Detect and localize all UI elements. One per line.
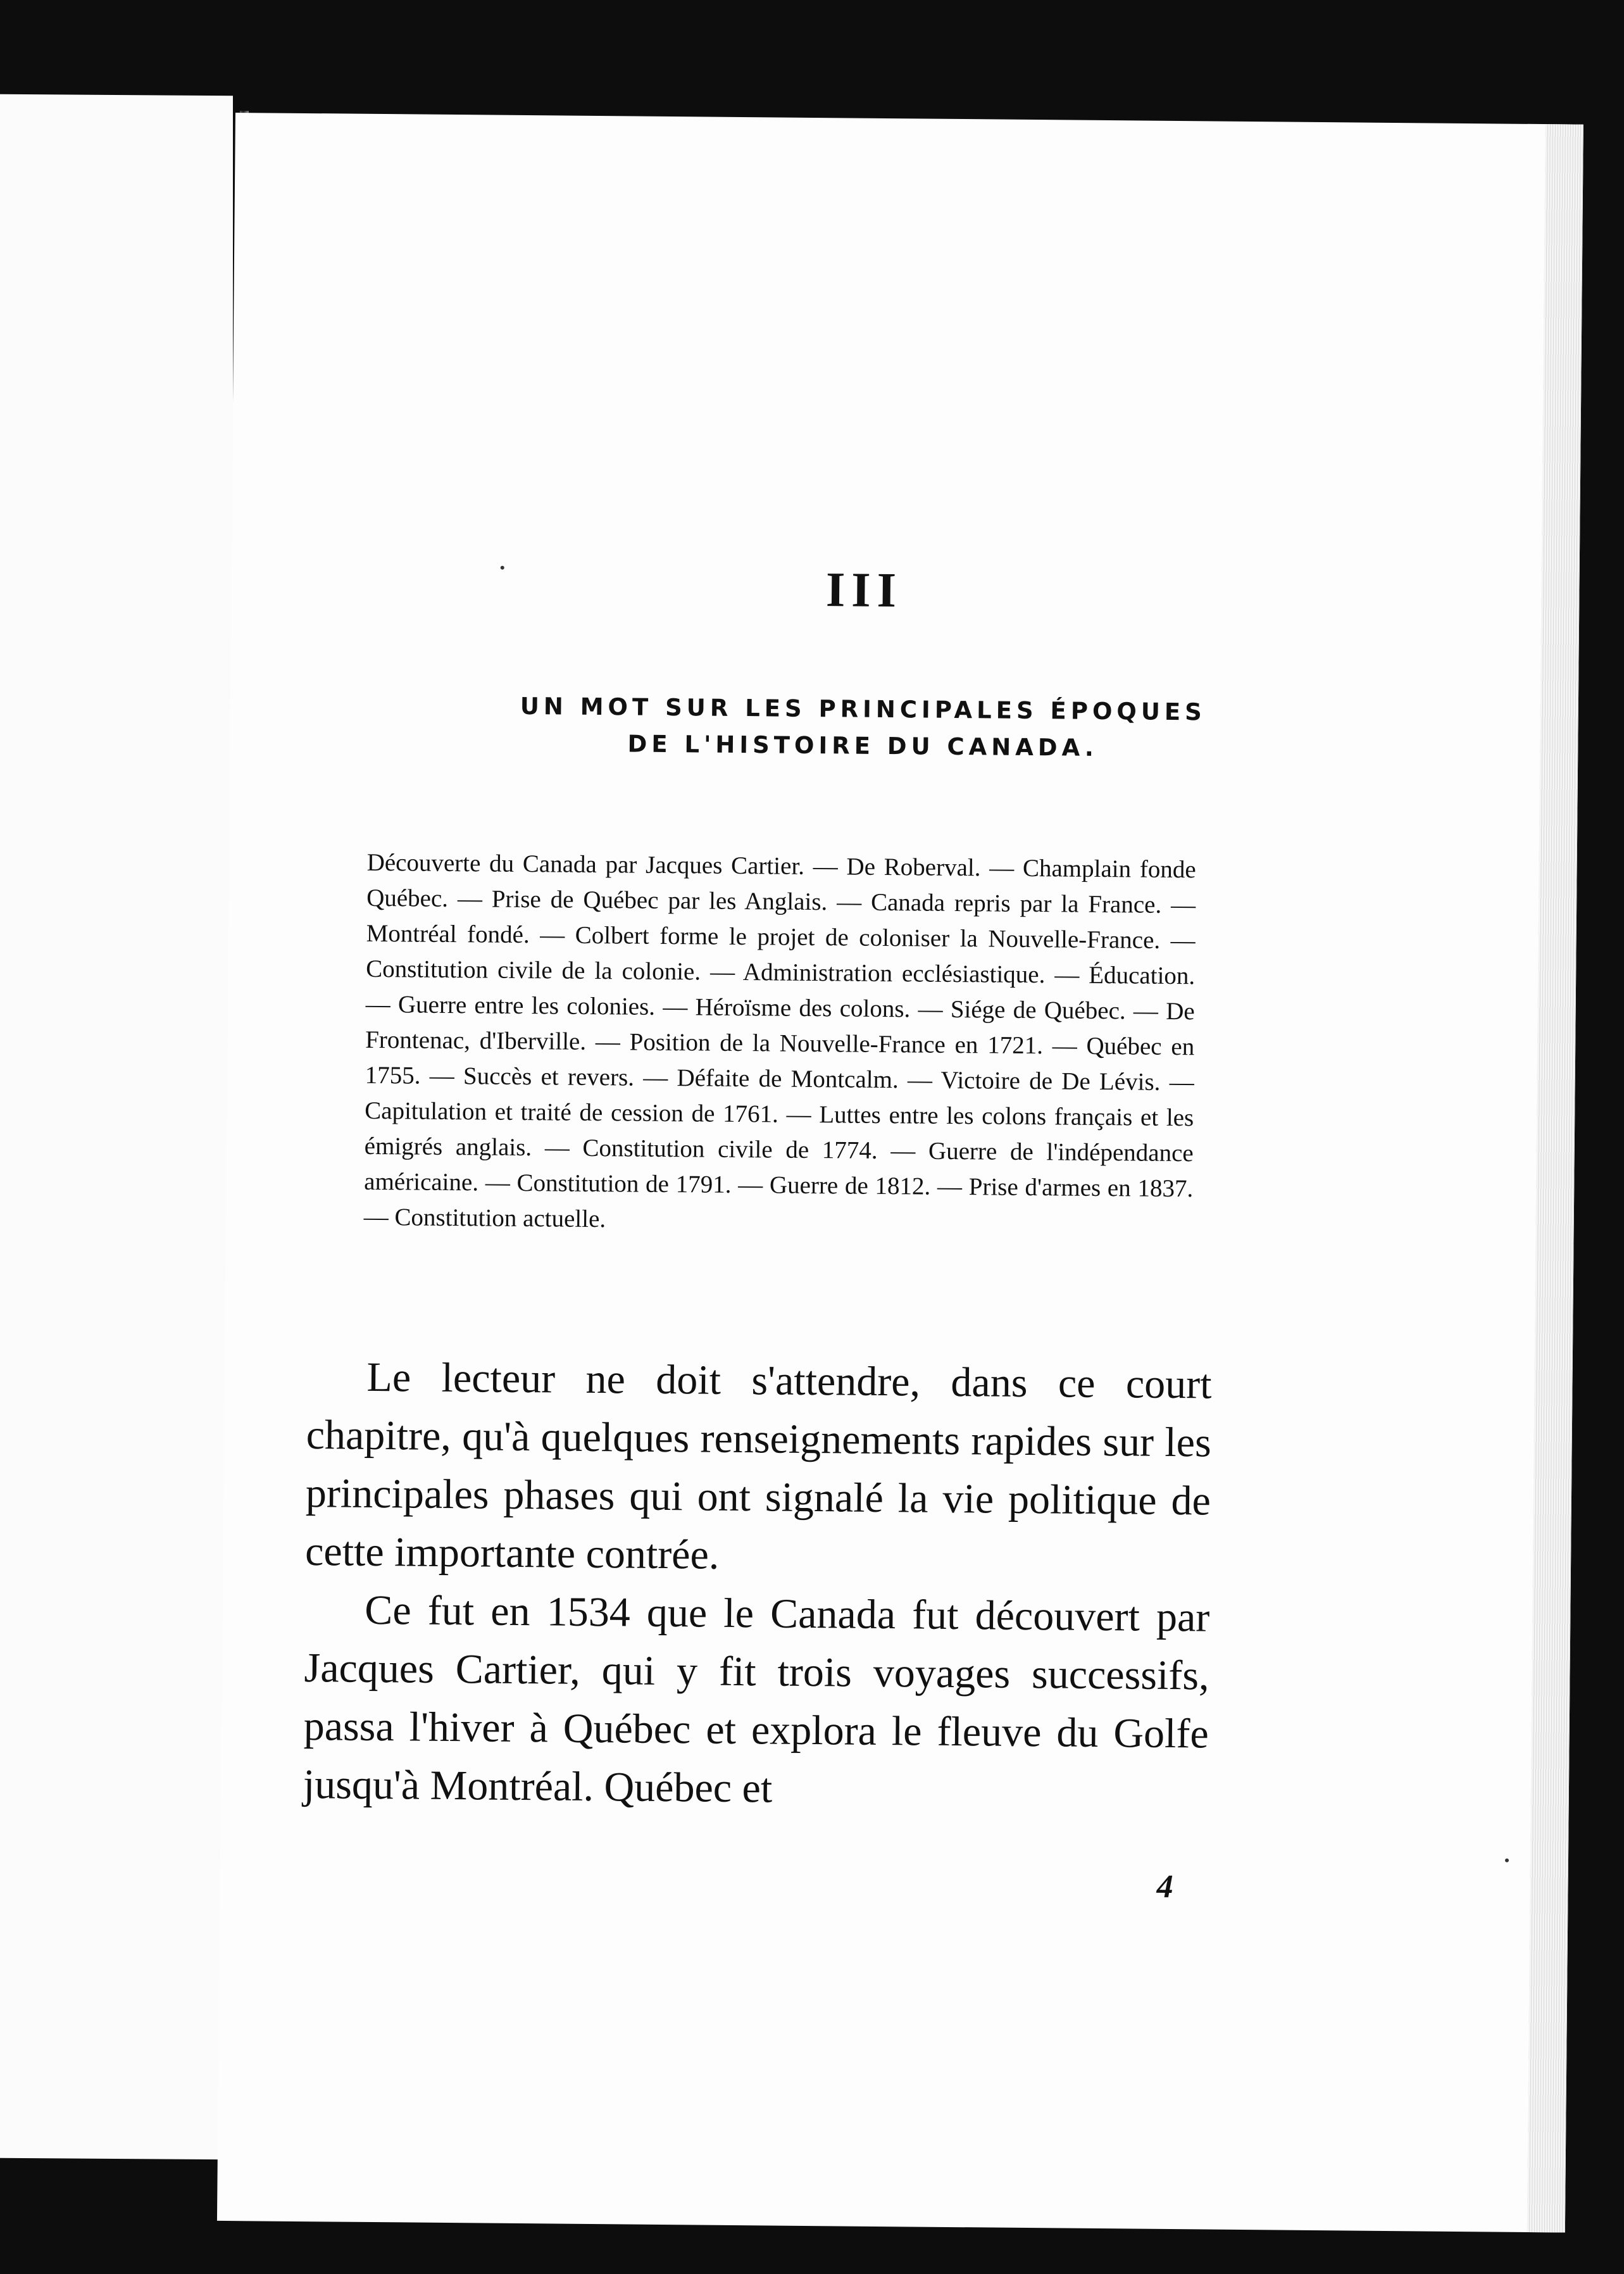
book-page [217, 113, 1583, 2232]
chapter-title [420, 688, 1306, 769]
chapter-title-line-1: UN MOT SUR LES PRINCIPALES ÉPOQUES [520, 692, 1206, 726]
paragraph: Ce fut en 1534 que le Canada fut découvert par Jacques Cartier, qui y fit trois voyages successifs, passa l'hiver à Québec et explora le fleuve du Golfe jusqu'à Montréal. Québec et [303, 1586, 1210, 1812]
chapter-summary: Découverte du Canada par Jacques Cartier. — De Roberval. — Champlain fonde Québec. — Prise de Québec par les Anglais. — Canada repris par la France. — Montréal fondé. — Colbert forme le projet de coloniser la Nouvelle-France. — Constitution civile de la colonie. — Administration ecclésiastique. — Éducation. — Guerre entre les colonies. — Héroïsme des colons. — Siége de Québec. — De Frontenac, d'Iberville. — Position de la Nouvelle-France en 1721. — Québec en 1755. — Succès et revers. — Défaite de Montcalm. — Victoire de De Lévis. — Capitulation et traité de cession de 1761. — Luttes entre les colons français et les émigrés anglais. — Constitution civile de 1774. — Guerre de l'indépendance américaine. — Constitution de 1791. — Guerre de 1812. — Prise d'armes en 1837. — Constitution actuelle. [363, 848, 1196, 1233]
body-text [303, 1348, 1212, 1821]
page-edges [1527, 124, 1583, 2232]
ink-speck [1505, 1859, 1509, 1863]
chapter-title-line-2: DE L'HISTOIRE DU CANADA. [627, 730, 1099, 762]
left-page [0, 94, 233, 2160]
chapter-number: III [825, 562, 903, 618]
ink-speck [501, 566, 504, 570]
signature-mark: 4 [1156, 1868, 1173, 1906]
paragraph: Le lecteur ne doit s'attendre, dans ce court chapitre, qu'à quelques renseignements rapides sur les principales phases qui ont signalé la vie politique de cette importante contrée. [304, 1354, 1212, 1578]
